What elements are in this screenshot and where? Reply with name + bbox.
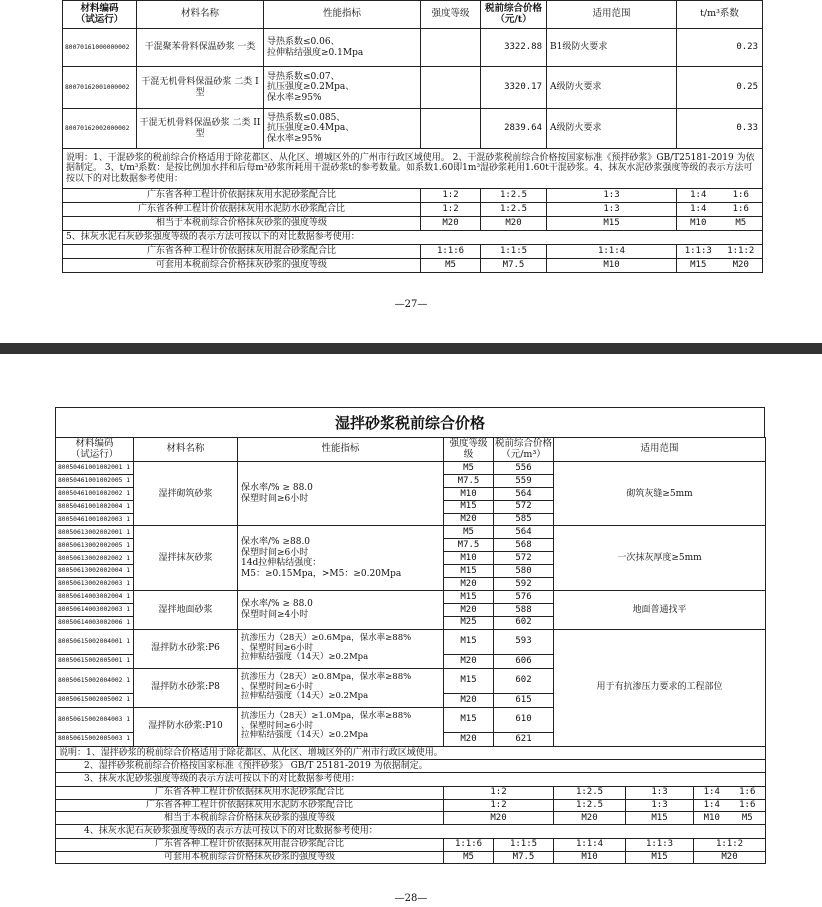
perf-line: 拉伸粘结强度≥0.1Mpa: [267, 47, 364, 58]
mix-value: 1:1:5: [494, 838, 554, 851]
material-name: 湿拌抹灰砂浆: [134, 526, 238, 590]
ratio-value-b: 1:6: [739, 800, 756, 811]
ratio-value: 1:3: [547, 203, 677, 217]
mix-value: 1:1:6: [444, 838, 494, 851]
grade-cell: M15: [444, 565, 494, 578]
performance-cell: [238, 629, 444, 668]
mix-value: M10: [547, 259, 677, 273]
col-header-name: 材料名称: [137, 1, 264, 29]
ratio-value: [694, 812, 766, 825]
col-header-price-unit: （元/m³）: [501, 448, 546, 460]
col-header-code-text: 材料编码: [80, 2, 119, 14]
ratio-value: M20: [444, 812, 554, 825]
performance-cell: [264, 67, 421, 109]
grade-cell: M10: [444, 487, 494, 500]
perf-line: 保塑时间≥6小时: [241, 493, 309, 504]
table-header-row: [63, 1, 763, 29]
table-row: [63, 29, 763, 67]
notes-row: [63, 231, 763, 245]
notes-row: [56, 825, 766, 838]
material-code: 80050461001002001 1: [56, 462, 134, 475]
mix-value-b: 1:1:2: [727, 246, 755, 257]
performance-cell: [238, 590, 444, 629]
price-cell: 588: [494, 603, 554, 616]
price-cell: 592: [494, 578, 554, 591]
mix-value: 1:1:4: [547, 245, 677, 259]
price-cell: 2839.64: [481, 109, 547, 149]
material-code: 80070161000000002: [63, 29, 137, 67]
ratio-value-b: 1:6: [732, 190, 749, 201]
material-code: 80050613002002003 1: [56, 578, 134, 591]
wet-mortar-price-table: [55, 437, 766, 864]
grade-cell: M15: [444, 590, 494, 603]
page-number: —28—: [394, 893, 428, 904]
col-header-factor: t/m³系数: [677, 1, 763, 29]
mix-value: 1:1:6: [421, 245, 481, 259]
price-cell: 606: [494, 654, 554, 668]
mix-value: M7.5: [494, 851, 554, 864]
material-code: 80050461001002005 1: [56, 474, 134, 487]
price-cell: 621: [494, 732, 554, 746]
grade-cell: M20: [444, 513, 494, 526]
mix-value: 1:1:4: [554, 838, 626, 851]
ratio-value: M20: [421, 217, 481, 231]
ratio-value-a: M10: [703, 813, 720, 824]
ratio-value: [694, 786, 766, 799]
material-code: 80070162002000002: [63, 109, 137, 149]
perf-line: M5：≥0.15Mpa，>M5：≥0.20Mpa: [241, 568, 402, 579]
col-header-price: [494, 438, 554, 462]
perf-line: 、保塑时间≥6小时: [241, 681, 314, 692]
col-header-code: [56, 438, 134, 462]
material-code: 80050613002002002 1: [56, 552, 134, 565]
table-header-row: [56, 438, 766, 462]
grade-cell: M20: [444, 578, 494, 591]
material-name: 干混无机骨料保温砂浆 二类 II型: [137, 109, 264, 149]
price-cell: 3322.88: [481, 29, 547, 67]
ratio-row: [56, 799, 766, 812]
price-cell: 602: [494, 668, 554, 693]
notes-text: 2、湿拌砂浆税前综合价格按国家标准《预拌砂浆》 GB/T 25181-2019 为依据制定。: [56, 759, 766, 772]
perf-line: 拉伸粘结强度（14天）≥0.2Mpa: [241, 691, 369, 702]
price-cell: 572: [494, 500, 554, 513]
notes-text: 3、抹灰水泥砂浆强度等级的表示方法可按以下的对比数据参考使用：: [56, 773, 766, 786]
perf-line: 抗渗压力（28天）≥0.8Mpa，保水率≥88%: [241, 671, 412, 682]
table-row: [56, 629, 766, 654]
ratio-value: 1:2: [421, 189, 481, 203]
price-cell: 580: [494, 565, 554, 578]
perf-line: 抗压强度≥0.2Mpa、: [267, 82, 355, 93]
scope-cell: B1级防火要求: [547, 29, 677, 67]
grade-cell: M7.5: [444, 474, 494, 487]
col-header-price-text: 税前综合价格: [484, 2, 542, 14]
material-code: 80050461001002003 1: [56, 513, 134, 526]
price-cell: 564: [494, 526, 554, 539]
mix-value: 1:1:2: [694, 838, 766, 851]
material-code: 80050615002004001 1: [56, 629, 134, 654]
scope-cell: 一次抹灰厚度≥5mm: [554, 526, 766, 590]
ratio-value-b: M5: [741, 813, 753, 824]
notes-row: [56, 746, 766, 759]
material-name: 干混聚苯骨料保温砂浆 一类: [137, 29, 264, 67]
col-header-grade-text: 强度等级: [449, 437, 488, 449]
ratio-value-a: M10: [690, 218, 707, 229]
ratio-value: 1:3: [626, 799, 694, 812]
material-code: 80050614003002004 1: [56, 590, 134, 603]
notes-text: 说明：1、干混砂浆的税前综合价格适用于除花都区、从化区、增城区外的广州市行政区域使用。 2、干混砂浆税前综合价格按国家标准《预拌砂浆》GB/T25181-2019 为依据制定。 3、t/m³系数：是按比例加水拌和后每m³砂浆所耗用干混砂浆t的参考数量。如系数1.60即1m³湿砂浆耗用1.60t干混砂浆。4、抹灰水泥砂浆强度等级的表示方法可按以下的对比数据参考使用：: [63, 149, 763, 189]
notes-row: [63, 149, 763, 189]
ratio-value: M15: [547, 217, 677, 231]
ratio-label: 相当于本税前综合价格抹灰砂浆的强度等级: [63, 217, 421, 231]
ratio-value: [677, 217, 763, 231]
material-code: 80050615002005002 1: [56, 693, 134, 707]
price-cell: 559: [494, 474, 554, 487]
price-cell: 593: [494, 629, 554, 654]
mix-value: M10: [554, 851, 626, 864]
material-name: 干混无机骨料保温砂浆 二类 I型: [137, 67, 264, 109]
mix-value: M7.5: [481, 259, 547, 273]
price-cell: 568: [494, 539, 554, 552]
col-header-code-text: 材料编码: [75, 437, 114, 449]
mix-row: [63, 259, 763, 273]
grade-cell: M20: [444, 693, 494, 707]
mix-value-a: 1:1:3: [684, 246, 712, 257]
price-cell: 556: [494, 462, 554, 475]
grade-cell: M15: [444, 629, 494, 654]
material-code: 80050614003002003 1: [56, 603, 134, 616]
material-code: 80050615002004003 1: [56, 707, 134, 732]
perf-line: 拉伸粘结强度（14天）≥0.2Mpa: [241, 730, 369, 741]
page-number: —27—: [394, 299, 428, 310]
notes-row: [56, 759, 766, 772]
mix-value: M5: [444, 851, 494, 864]
price-cell: 564: [494, 487, 554, 500]
mix-value-b: M20: [732, 260, 749, 271]
price-cell: 615: [494, 693, 554, 707]
ratio-value: M15: [626, 812, 694, 825]
perf-line: 保水率/% ≥ 88.0: [241, 483, 313, 494]
perf-line: 、保塑时间≥6小时: [241, 720, 314, 731]
table-row: [63, 67, 763, 109]
ratio-label: 广东省各种工程计价依据抹灰用水泥砂浆配合比: [63, 189, 421, 203]
ratio-value: [677, 203, 763, 217]
notes-text: 4、抹灰水泥石灰砂浆强度等级的表示方法可按以下的对比数据参考使用：: [56, 825, 766, 838]
grade-cell: M5: [444, 526, 494, 539]
col-header-price-unit: （元/t）: [495, 13, 532, 25]
mix-row: [56, 851, 766, 864]
material-code: 80050615002005003 1: [56, 732, 134, 746]
mix-label: 广东省各种工程计价依据抹灰用混合砂浆配合比: [56, 838, 444, 851]
ratio-value: [694, 799, 766, 812]
ratio-row: [56, 786, 766, 799]
ratio-row: [63, 189, 763, 203]
ratio-value-a: 1:4: [703, 800, 720, 811]
perf-line: 保水率≥95%: [267, 133, 322, 144]
price-cell: 602: [494, 616, 554, 629]
price-cell: 576: [494, 590, 554, 603]
col-header-code-sub: （试运行）: [70, 448, 119, 460]
material-code: 80070162001000002: [63, 67, 137, 109]
mix-row: [63, 245, 763, 259]
grade-cell: M15: [444, 500, 494, 513]
perf-line: 保塑时间≥6小时: [241, 547, 309, 558]
perf-line: 保水率/% ≥88.0: [241, 537, 311, 548]
factor-cell: 0.23: [677, 29, 763, 67]
ratio-value-a: 1:4: [703, 787, 720, 798]
material-code: 80050613002002001 1: [56, 526, 134, 539]
grade-cell: M20: [444, 603, 494, 616]
mix-value: M15: [626, 851, 694, 864]
grade-cell: M20: [444, 732, 494, 746]
mix-value-a: M15: [690, 260, 707, 271]
col-header-grade: [444, 438, 494, 462]
performance-cell: [238, 462, 444, 526]
ratio-value: 1:2.5: [481, 203, 547, 217]
material-name: 湿拌防水砂浆:P10: [134, 707, 238, 746]
grade-cell: [421, 29, 481, 67]
material-name: 湿拌防水砂浆:P8: [134, 668, 238, 707]
col-header-price: [481, 1, 547, 29]
mix-value: 1:1:3: [626, 838, 694, 851]
mix-value: M5: [421, 259, 481, 273]
material-name: 湿拌防水砂浆:P6: [134, 629, 238, 668]
price-cell: 610: [494, 707, 554, 732]
material-code: 80050613002002004 1: [56, 565, 134, 578]
perf-line: 导热系数≤0.085、: [267, 112, 346, 123]
perf-line: 导热系数≤0.07、: [267, 71, 340, 82]
material-code: 80050615002005001 1: [56, 654, 134, 668]
perf-line: 拉伸粘结强度（14天）≥0.2Mpa: [241, 652, 369, 663]
grade-cell: M10: [444, 552, 494, 565]
mix-row: [56, 838, 766, 851]
ratio-row: [63, 203, 763, 217]
notes-text: 说明：1、湿拌砂浆的税前综合价格适用于除花都区、从化区、增城区外的广州市行政区域使用。: [56, 746, 766, 759]
ratio-label: 相当于本税前综合价格抹灰砂浆的强度等级: [56, 812, 444, 825]
grade-cell: M15: [444, 707, 494, 732]
grade-cell: M5: [444, 462, 494, 475]
page-title: 湿拌砂浆税前综合价格: [55, 407, 765, 437]
mix-label: 可套用本税前综合价格抹灰砂浆的强度等级: [63, 259, 421, 273]
performance-cell: [238, 526, 444, 590]
table-row: [56, 590, 766, 603]
ratio-value: 1:2: [421, 203, 481, 217]
perf-line: 抗渗压力（28天）≥0.6Mpa，保水率≥88%: [241, 632, 412, 643]
performance-cell: [264, 29, 421, 67]
col-header-grade: 强度等级: [421, 1, 481, 29]
scope-cell: A级防火要求: [547, 67, 677, 109]
col-header-code: [63, 1, 137, 29]
perf-line: 抗渗压力（28天）≥1.0Mpa，保水率≥88%: [241, 710, 412, 721]
scope-cell: 用于有抗渗压力要求的工程部位: [554, 629, 766, 746]
scope-cell: 砌筑灰缝≥5mm: [554, 462, 766, 526]
grade-cell: M25: [444, 616, 494, 629]
material-name: 湿拌砌筑砂浆: [134, 462, 238, 526]
ratio-label: 广东省各种工程计价依据抹灰用水泥防水砂浆配合比: [63, 203, 421, 217]
grade-cell: M15: [444, 668, 494, 693]
grade-cell: M20: [444, 654, 494, 668]
ratio-value-b: 1:6: [732, 204, 749, 215]
ratio-value: 1:2.5: [554, 786, 626, 799]
scope-cell: A级防火要求: [547, 109, 677, 149]
ratio-value-a: 1:4: [690, 204, 707, 215]
table-row: [56, 526, 766, 539]
ratio-value: M20: [554, 812, 626, 825]
grade-cell: [421, 67, 481, 109]
table-row: [63, 109, 763, 149]
performance-cell: [238, 668, 444, 707]
perf-line: 导热系数≤0.06、: [267, 37, 340, 48]
scope-cell: 地面普通找平: [554, 590, 766, 629]
ratio-value: 1:2: [444, 786, 554, 799]
ratio-value-a: 1:4: [690, 190, 707, 201]
perf-line: 抗压强度≥0.4Mpa、: [267, 123, 355, 134]
page-divider: [0, 343, 822, 354]
mix-value: 1:1:5: [481, 245, 547, 259]
ratio-value-b: 1:6: [739, 787, 756, 798]
notes-text: 5、抹灰水泥石灰砂浆强度等级的表示方法可按以下的对比数据参考使用：: [63, 231, 763, 245]
ratio-value: 1:2.5: [554, 799, 626, 812]
perf-line: 保塑时间≥4小时: [241, 609, 309, 620]
ratio-value-b: M5: [735, 218, 747, 229]
ratio-row: [63, 217, 763, 231]
factor-cell: 0.33: [677, 109, 763, 149]
grade-cell: M7.5: [444, 539, 494, 552]
performance-cell: [264, 109, 421, 149]
col-header-perf: 性能指标: [264, 1, 421, 29]
perf-line: 保水率/% ≥ 88.0: [241, 599, 313, 610]
material-name: 湿拌地面砂浆: [134, 590, 238, 629]
price-cell: 572: [494, 552, 554, 565]
ratio-value: 1:2: [444, 799, 554, 812]
mix-value: [677, 245, 763, 259]
ratio-label: 广东省各种工程计价依据抹灰用水泥防水砂浆配合比: [56, 799, 444, 812]
col-header-code-sub: （试运行）: [75, 13, 124, 25]
material-code: 80050613002002005 1: [56, 539, 134, 552]
dry-mortar-price-table: [62, 0, 763, 273]
price-cell: 585: [494, 513, 554, 526]
material-code: 80050615002004002 1: [56, 668, 134, 693]
material-code: 80050461001002002 1: [56, 487, 134, 500]
grade-cell: [421, 109, 481, 149]
col-header-scope: 适用范围: [554, 438, 766, 462]
perf-line: 14d拉伸粘结强度：: [241, 558, 322, 569]
col-header-grade-sub: 级: [463, 448, 474, 460]
perf-line: 保水率≥95%: [267, 92, 322, 103]
col-header-perf: 性能指标: [238, 438, 444, 462]
ratio-value: 1:3: [626, 786, 694, 799]
mix-value: [677, 259, 763, 273]
notes-row: [56, 773, 766, 786]
ratio-label: 广东省各种工程计价依据抹灰用水泥砂浆配合比: [56, 786, 444, 799]
material-code: 80050614003002006 1: [56, 616, 134, 629]
ratio-value: 1:2.5: [481, 189, 547, 203]
ratio-row: [56, 812, 766, 825]
mix-value: M20: [694, 851, 766, 864]
col-header-price-text: 税前综合价格: [494, 437, 552, 449]
ratio-value: [677, 189, 763, 203]
perf-line: 、保塑时间≥6小时: [241, 642, 314, 653]
col-header-name: 材料名称: [134, 438, 238, 462]
factor-cell: 0.25: [677, 67, 763, 109]
ratio-value: 1:3: [547, 189, 677, 203]
table-row: [56, 462, 766, 475]
ratio-value: M20: [481, 217, 547, 231]
material-code: 80050461001002004 1: [56, 500, 134, 513]
mix-label: 可套用本税前综合价格抹灰砂浆的强度等级: [56, 851, 444, 864]
mix-label: 广东省各种工程计价依据抹灰用混合砂浆配合比: [63, 245, 421, 259]
price-cell: 3320.17: [481, 67, 547, 109]
col-header-scope: 适用范围: [547, 1, 677, 29]
performance-cell: [238, 707, 444, 746]
